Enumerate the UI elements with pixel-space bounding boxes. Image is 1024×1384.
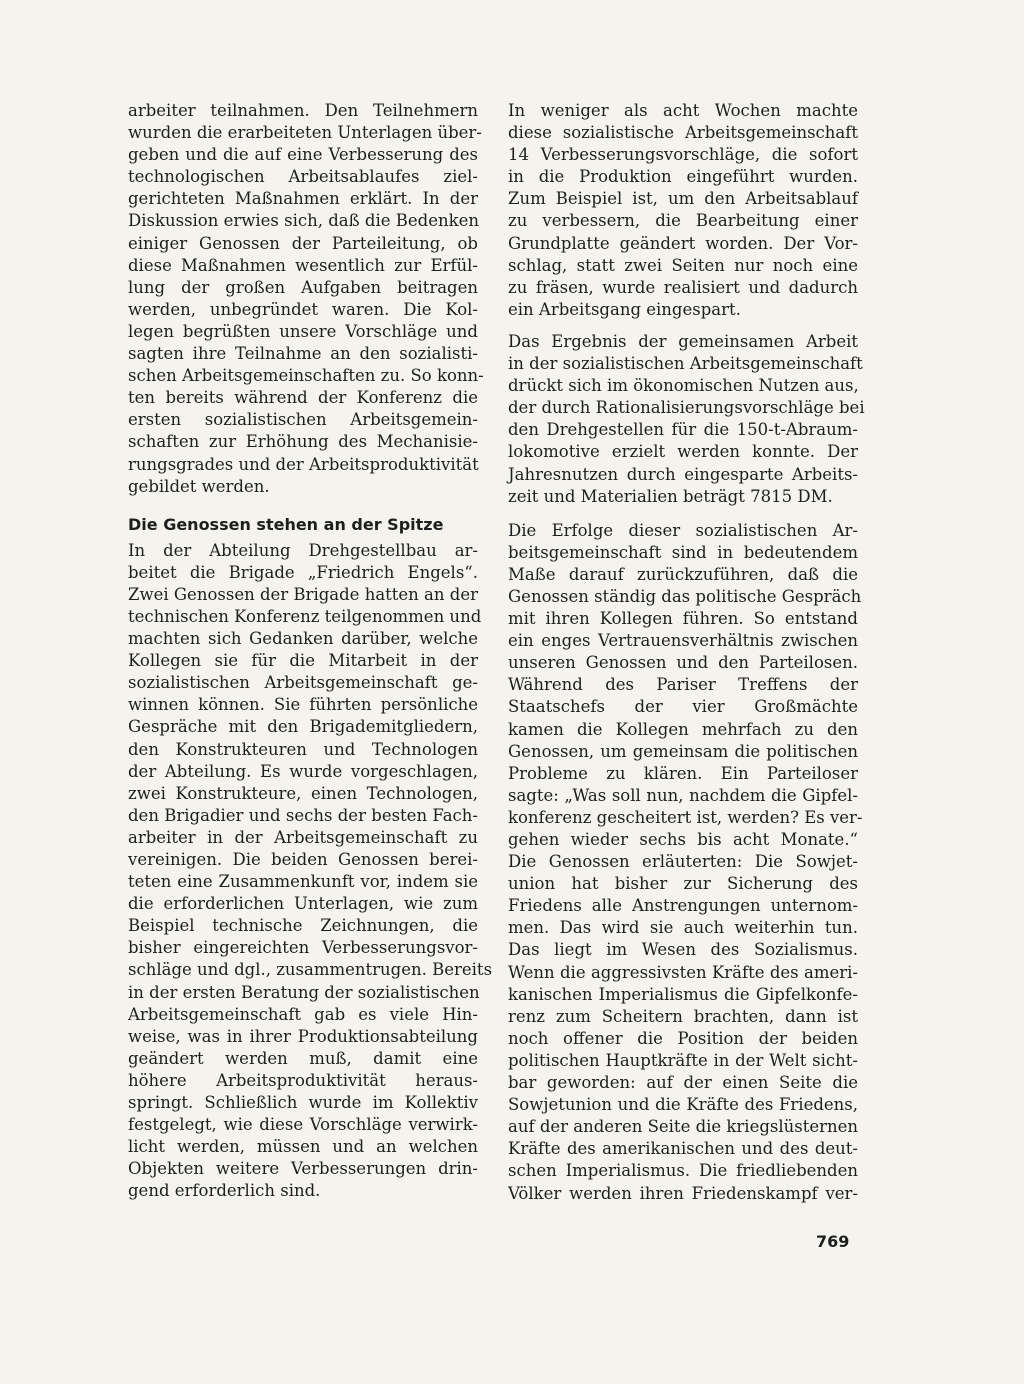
text-line: licht werden, müssen und an welchen bbox=[128, 1137, 478, 1157]
text-line: zu fräsen, wurde realisiert und dadurch bbox=[508, 277, 858, 297]
text-line: bar geworden: auf der einen Seite die bbox=[508, 1073, 858, 1093]
text-line: sozialistischen Arbeitsgemeinschaft ge- bbox=[128, 673, 478, 693]
text-line: gebildet werden. bbox=[128, 476, 270, 496]
text-line: legen begrüßten unsere Vorschläge und bbox=[128, 321, 478, 341]
text-line: ein enges Vertrauensverhältnis zwischen bbox=[508, 631, 858, 651]
text-line: Probleme zu klären. Ein Parteiloser bbox=[508, 763, 858, 783]
left-column bbox=[128, 100, 493, 1203]
text-line: die erforderlichen Unterlagen, wie zum bbox=[128, 894, 478, 914]
text-line: Sowjetunion und die Kräfte des Friedens, bbox=[508, 1095, 858, 1115]
paragraph bbox=[128, 100, 484, 498]
text-line: schläge und dgl., zusammentrugen. Bereits bbox=[128, 960, 493, 980]
text-line: teten eine Zusammenkunft vor, indem sie bbox=[128, 872, 478, 892]
text-line: men. Das wird sie auch weiterhin tun. bbox=[508, 918, 858, 938]
text-line: werden, unbegründet waren. Die Kol- bbox=[128, 299, 478, 319]
text-line: kanischen Imperialismus die Gipfelkonfe- bbox=[508, 984, 858, 1004]
text-line: arbeiter in der Arbeitsgemeinschaft zu bbox=[128, 827, 478, 847]
text-line: mit ihren Kollegen führen. So entstand bbox=[508, 609, 858, 629]
text-line: geändert werden muß, damit eine bbox=[128, 1048, 478, 1068]
text-line: einiger Genossen der Parteileitung, ob bbox=[128, 233, 478, 253]
text-line: Wenn die aggressivsten Kräfte des ameri- bbox=[508, 962, 858, 982]
text-line: Völker werden ihren Friedenskampf ver- bbox=[508, 1183, 858, 1203]
text-line: der Abteilung. Es wurde vorgeschlagen, bbox=[128, 761, 478, 781]
text-line: Genossen, um gemeinsam die politischen bbox=[508, 741, 858, 761]
text-line: gehen wieder sechs bis acht Monate.“ bbox=[508, 830, 858, 849]
text-line: In der Abteilung Drehgestellbau ar- bbox=[128, 540, 478, 560]
text-line: bisher eingereichten Verbesserungsvor- bbox=[128, 938, 478, 958]
text-line: ten bereits während der Konferenz die bbox=[128, 388, 478, 408]
text-line: technologischen Arbeitsablaufes ziel- bbox=[128, 167, 478, 187]
text-line: politischen Hauptkräfte in der Welt sicht- bbox=[508, 1050, 858, 1070]
text-line: Kräfte des amerikanischen und des deut- bbox=[508, 1139, 858, 1159]
text-line: vereinigen. Die beiden Genossen berei- bbox=[128, 850, 478, 869]
text-line: Friedens alle Anstrengungen unternom- bbox=[508, 896, 858, 916]
text-line: Diskussion erwies sich, daß die Bedenken bbox=[128, 211, 479, 231]
text-line: konferenz gescheitert ist, werden? Es ver- bbox=[508, 807, 863, 827]
text-line: schen Arbeitsgemeinschaften zu. So konn- bbox=[128, 366, 484, 386]
text-line: den Brigadier und sechs der besten Fach- bbox=[128, 805, 478, 825]
text-line: auf der anderen Seite die kriegslüsternen bbox=[508, 1117, 859, 1137]
text-line: den Konstrukteuren und Technologen bbox=[128, 739, 478, 759]
text-line: geben und die auf eine Verbesserung des bbox=[128, 145, 478, 165]
text-line: Das liegt im Wesen des Sozialismus. bbox=[508, 940, 858, 960]
text-line: gerichteten Maßnahmen erklärt. In der bbox=[128, 189, 478, 209]
text-line: schaften zur Erhöhung des Mechanisie- bbox=[128, 432, 478, 452]
text-line: unseren Genossen und den Parteilosen. bbox=[508, 653, 858, 673]
text-line: lokomotive erzielt werden konnte. Der bbox=[508, 442, 858, 462]
paragraph bbox=[508, 331, 865, 508]
text-line: Jahresnutzen durch eingesparte Arbeits- bbox=[508, 464, 858, 484]
text-line: Arbeitsgemeinschaft gab es viele Hin- bbox=[128, 1004, 478, 1024]
section-heading: Die Genossen stehen an der Spitze bbox=[128, 514, 444, 534]
text-line: technischen Konferenz teilgenommen und bbox=[128, 606, 482, 626]
text-line: ersten sozialistischen Arbeitsgemein- bbox=[128, 410, 478, 430]
page-number: 769 bbox=[816, 1232, 850, 1251]
text-line: Maße darauf zurückzuführen, daß die bbox=[508, 564, 858, 584]
text-line: rungsgrades und der Arbeitsproduktivität bbox=[128, 454, 479, 474]
text-line: noch offener die Position der beiden bbox=[508, 1028, 858, 1048]
text-line: sagten ihre Teilnahme an den sozialisti- bbox=[128, 344, 478, 364]
text-line: beitsgemeinschaft sind in bedeutendem bbox=[508, 542, 858, 562]
text-line: Staatschefs der vier Großmächte bbox=[508, 697, 858, 717]
text-line: machten sich Gedanken darüber, welche bbox=[128, 629, 478, 649]
text-line: schlag, statt zwei Seiten nur noch eine bbox=[508, 255, 858, 275]
text-line: diese sozialistische Arbeitsgemeinschaft bbox=[508, 123, 858, 143]
text-line: Genossen ständig das politische Gespräch bbox=[508, 586, 862, 606]
text-line: Die Erfolge dieser sozialistischen Ar- bbox=[508, 520, 858, 540]
paragraph bbox=[128, 540, 493, 1203]
text-line: Kollegen sie für die Mitarbeit in der bbox=[128, 651, 478, 671]
text-line: zwei Konstrukteure, einen Technologen, bbox=[128, 783, 478, 803]
text-line: Zum Beispiel ist, um den Arbeitsablauf bbox=[508, 189, 858, 209]
text-line: Zwei Genossen der Brigade hatten an der bbox=[128, 584, 478, 604]
text-line: In weniger als acht Wochen machte bbox=[508, 101, 858, 120]
text-line: wurden die erarbeiteten Unterlagen über- bbox=[128, 123, 482, 143]
text-line: beitet die Brigade „Friedrich Engels“. bbox=[128, 562, 478, 582]
text-line: höhere Arbeitsproduktivität heraus- bbox=[128, 1070, 478, 1090]
text-line: renz zum Scheitern brachten, dann ist bbox=[508, 1006, 858, 1026]
paragraph bbox=[508, 100, 858, 321]
text-line: in der ersten Beratung der sozialistischen bbox=[128, 982, 480, 1002]
text-line: kamen die Kollegen mehrfach zu den bbox=[508, 719, 858, 739]
text-line: zu verbessern, die Bearbeitung einer bbox=[508, 211, 858, 231]
text-line: Objekten weitere Verbesserungen drin- bbox=[128, 1159, 478, 1179]
text-line: 14 Verbesserungsvorschläge, die sofort bbox=[508, 145, 858, 165]
text-line: in die Produktion eingeführt wurden. bbox=[508, 167, 858, 187]
text-line: springt. Schließlich wurde im Kollektiv bbox=[128, 1093, 478, 1113]
text-line: zeit und Materialien beträgt 7815 DM. bbox=[508, 486, 833, 506]
text-line: Beispiel technische Zeichnungen, die bbox=[128, 916, 478, 936]
text-line: union hat bisher zur Sicherung des bbox=[508, 874, 858, 894]
text-line: diese Maßnahmen wesentlich zur Erfül- bbox=[128, 255, 478, 275]
text-line: gend erforderlich sind. bbox=[128, 1181, 321, 1201]
text-line: in der sozialistischen Arbeitsgemeinschaft bbox=[508, 354, 863, 374]
text-line: sagte: „Was soll nun, nachdem die Gipfel- bbox=[508, 785, 858, 805]
text-line: winnen können. Sie führten persönliche bbox=[128, 695, 478, 715]
text-line: arbeiter teilnahmen. Den Teilnehmern bbox=[128, 101, 478, 120]
text-line: Das Ergebnis der gemeinsamen Arbeit bbox=[508, 331, 858, 351]
right-column bbox=[508, 100, 865, 1205]
text-line: festgelegt, wie diese Vorschläge verwirk- bbox=[128, 1115, 478, 1135]
text-line: lung der großen Aufgaben beitragen bbox=[128, 277, 478, 297]
text-line: Während des Pariser Treffens der bbox=[508, 675, 858, 695]
text-line: Grundplatte geändert worden. Der Vor- bbox=[508, 233, 858, 253]
paragraph bbox=[508, 520, 863, 1205]
text-line: Die Genossen erläuterten: Die Sowjet- bbox=[508, 852, 858, 872]
text-line: Gespräche mit den Brigademitgliedern, bbox=[128, 717, 478, 737]
text-line: schen Imperialismus. Die friedliebenden bbox=[508, 1161, 858, 1181]
text-line: drückt sich im ökonomischen Nutzen aus, bbox=[508, 376, 859, 396]
text-line: weise, was in ihrer Produktionsabteilung bbox=[128, 1026, 478, 1046]
text-line: der durch Rationalisierungsvorschläge bei bbox=[508, 398, 865, 418]
text-line: ein Arbeitsgang eingespart. bbox=[508, 299, 741, 319]
text-line: den Drehgestellen für die 150-t-Abraum- bbox=[508, 420, 858, 440]
